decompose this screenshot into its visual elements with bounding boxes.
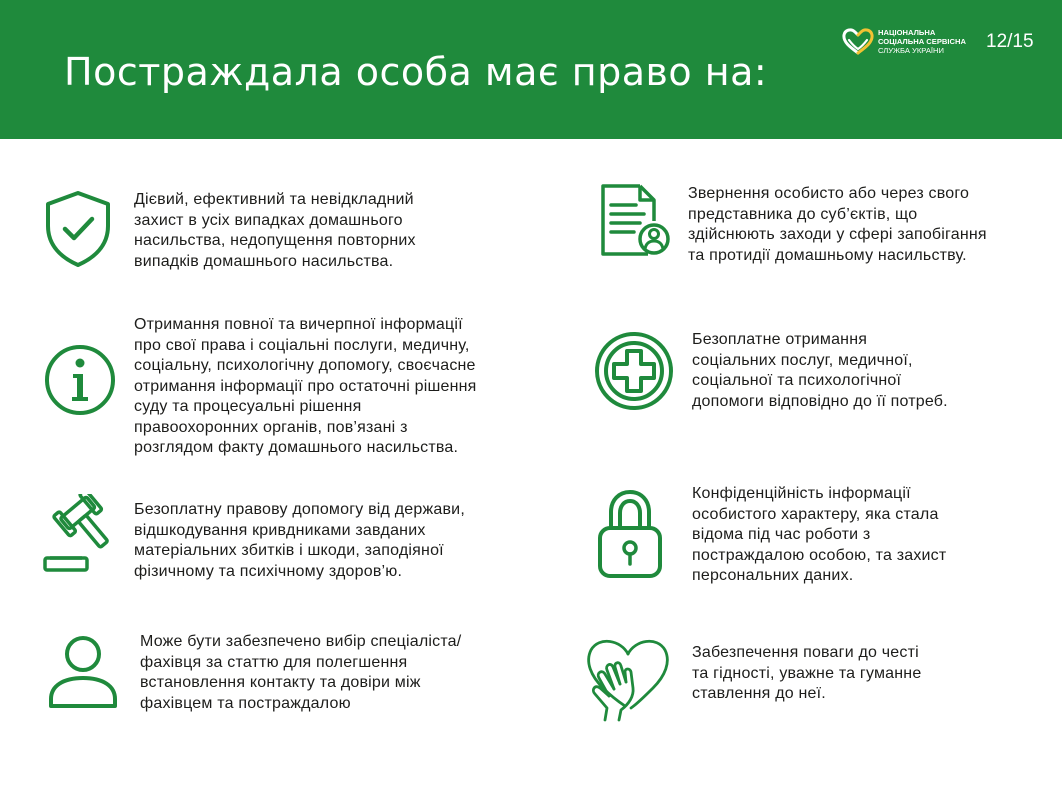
text-line: відшкодування кривдниками завданих [134, 521, 426, 539]
text-line: розглядом факту домашнього насильства. [134, 439, 459, 456]
text-line: суду та процесуальні рішення [134, 398, 362, 415]
padlock-icon [597, 488, 663, 580]
logo-line: СЛУЖБА УКРАЇНИ [878, 45, 944, 55]
medical-cross-icon [594, 331, 674, 411]
text-line: та гідності, уважне та гуманне [692, 664, 922, 682]
info-icon [44, 344, 116, 416]
text-line: Безоплатне отримання [692, 331, 868, 348]
text-line: випадків домашнього насильства. [134, 252, 394, 270]
text-line: фахівцем та постраждалою [140, 694, 351, 712]
text-line: про свої права і соціальні послуги, медичну, [134, 336, 470, 354]
text-line: Забезпечення поваги до честі [692, 644, 919, 661]
logo-line: НАЦІОНАЛЬНА [878, 27, 936, 37]
document-person-icon [598, 183, 670, 257]
text-line: Може бути забезпечено вибір спеціаліста/ [140, 633, 462, 650]
text-line: захист в усіх випадках домашнього [134, 211, 403, 229]
text-line: Дієвий, ефективний та невідкладний [134, 191, 414, 208]
text-line: Звернення особисто або через свого [688, 185, 970, 202]
gavel-icon [42, 494, 114, 574]
text-line: встановлення контакту та довіри між [140, 674, 421, 691]
text-line: фізичному та психічному здоров’ю. [134, 562, 403, 580]
right-item-text [688, 184, 1058, 266]
heart-hand-icon [583, 634, 673, 724]
text-line: постраждалою особою, та захист [692, 546, 947, 564]
text-line: особистого характеру, яка стала [692, 505, 939, 523]
right-item-text [134, 190, 554, 272]
text-line: персональних даних. [692, 567, 854, 584]
text-line: отримання інформації про остаточні рішення [134, 377, 477, 395]
person-icon [48, 635, 118, 709]
nsss-logo [842, 26, 982, 56]
text-line: матеріальних збитків і шкоди, заподіяної [134, 542, 444, 559]
page-title: Постраждала особа має право на: [64, 50, 768, 94]
right-item-text [140, 632, 560, 714]
text-line: соціальної та психологічної [692, 372, 902, 389]
header-banner [0, 0, 1062, 139]
text-line: соціальну, психологічну допомогу, своєчасне [134, 357, 476, 374]
text-line: представника до суб’єктів, що [688, 205, 918, 223]
text-line: допомоги відповідно до її потреб. [692, 392, 948, 410]
right-item-text [134, 500, 554, 582]
text-line: правоохоронних органів, пов’язані з [134, 418, 408, 436]
text-line: відома під час роботи з [692, 526, 871, 543]
right-item-text [692, 330, 1058, 412]
text-line: ставлення до неї. [692, 685, 826, 702]
shield-check-icon [44, 190, 112, 268]
right-item-text [692, 643, 1058, 705]
logo-text [878, 28, 966, 55]
heart-logo-icon [842, 27, 874, 55]
right-item-text [692, 484, 1058, 587]
page-number: 12/15 [986, 31, 1034, 52]
text-line: Отримання повної та вичерпної інформації [134, 316, 463, 333]
text-line: Конфіденційність інформації [692, 485, 911, 502]
logo-line: СОЦІАЛЬНА СЕРВІСНА [878, 36, 966, 46]
text-line: соціальних послуг, медичної, [692, 351, 913, 369]
text-line: здійснюють заходи у сфері запобігання [688, 226, 987, 243]
text-line: та протидії домашньому насильству. [688, 246, 967, 264]
right-item-text [134, 315, 554, 459]
text-line: Безоплатну правову допомогу від держави, [134, 501, 465, 518]
text-line: насильства, недопущення повторних [134, 232, 416, 249]
text-line: фахівця за статтю для полегшення [140, 653, 408, 671]
